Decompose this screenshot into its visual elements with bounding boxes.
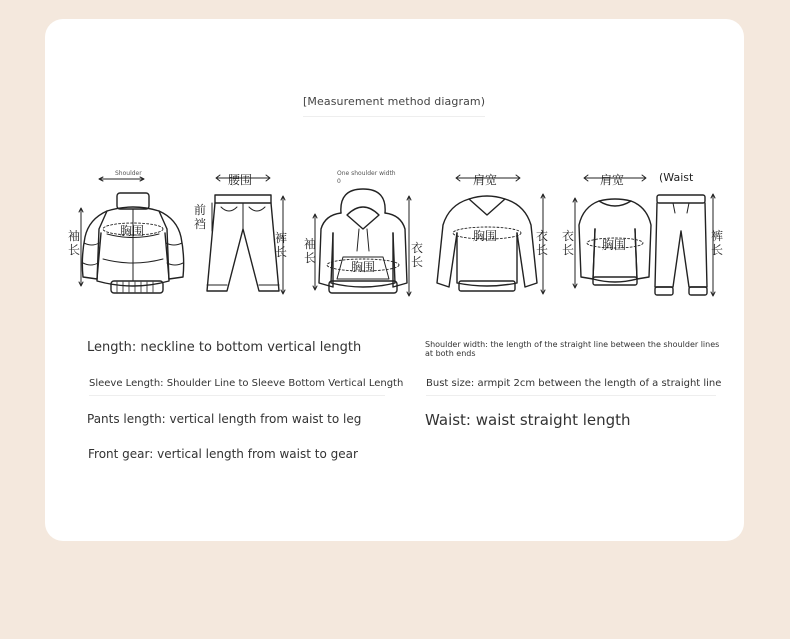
shoulder-definition-line2: at both ends <box>425 349 476 358</box>
pants-rise-label: 前裆 <box>193 203 206 231</box>
sleeve-divider <box>89 395 385 396</box>
set-chest-label: 胸围 <box>602 238 627 252</box>
pants-definition: Pants length: vertical length from waist to leg <box>87 412 362 426</box>
jacket-sleeve-label: 袖长 <box>67 229 80 257</box>
jacket-chest-label: 胸围 <box>120 224 145 238</box>
hoodie-sleeve-label: 袖长 <box>303 237 316 265</box>
set-waist-label: (Waist <box>659 171 694 184</box>
diagram-title: [Measurement method diagram) <box>303 95 486 108</box>
hoodie-shoulder-note: One shoulder width <box>337 170 396 177</box>
hoodie-chest-label: 胸围 <box>351 260 376 274</box>
waist-definition: Waist: waist straight length <box>425 411 631 429</box>
bust-definition: Bust size: armpit 2cm between the length of a straight line <box>426 378 722 389</box>
front-gear-definition: Front gear: vertical length from waist to gear <box>88 447 358 461</box>
sweater-chest-label: 胸围 <box>473 229 498 243</box>
hoodie-shoulder-note-value: 0 <box>337 178 341 185</box>
pants-length-label: 裤长 <box>274 231 287 259</box>
tracksuit-drawing <box>573 175 715 296</box>
set-shoulder-label: 肩宽 <box>600 173 625 187</box>
garment-figures <box>45 19 744 319</box>
hoodie-length-label: 衣长 <box>410 241 423 269</box>
sleeve-definition: Sleeve Length: Shoulder Line to Sleeve Bottom Vertical Length <box>89 378 404 389</box>
shoulder-definition-line1: Shoulder width: the length of the straight line between the shoulder lines <box>425 340 720 349</box>
sweater-length-label: 衣长 <box>535 229 548 257</box>
bust-divider <box>426 395 716 396</box>
measurement-card <box>45 19 744 541</box>
pants-waist-label: 腰围 <box>228 173 253 187</box>
set-length-label: 衣长 <box>561 229 574 257</box>
set-pants-length-label: 裤长 <box>710 229 723 257</box>
jacket-shoulder-label: Shoulder <box>115 170 142 177</box>
length-definition: Length: neckline to bottom vertical length <box>87 340 362 355</box>
hoodie-drawing <box>313 189 411 296</box>
sweater-shoulder-label: 肩宽 <box>473 173 498 187</box>
